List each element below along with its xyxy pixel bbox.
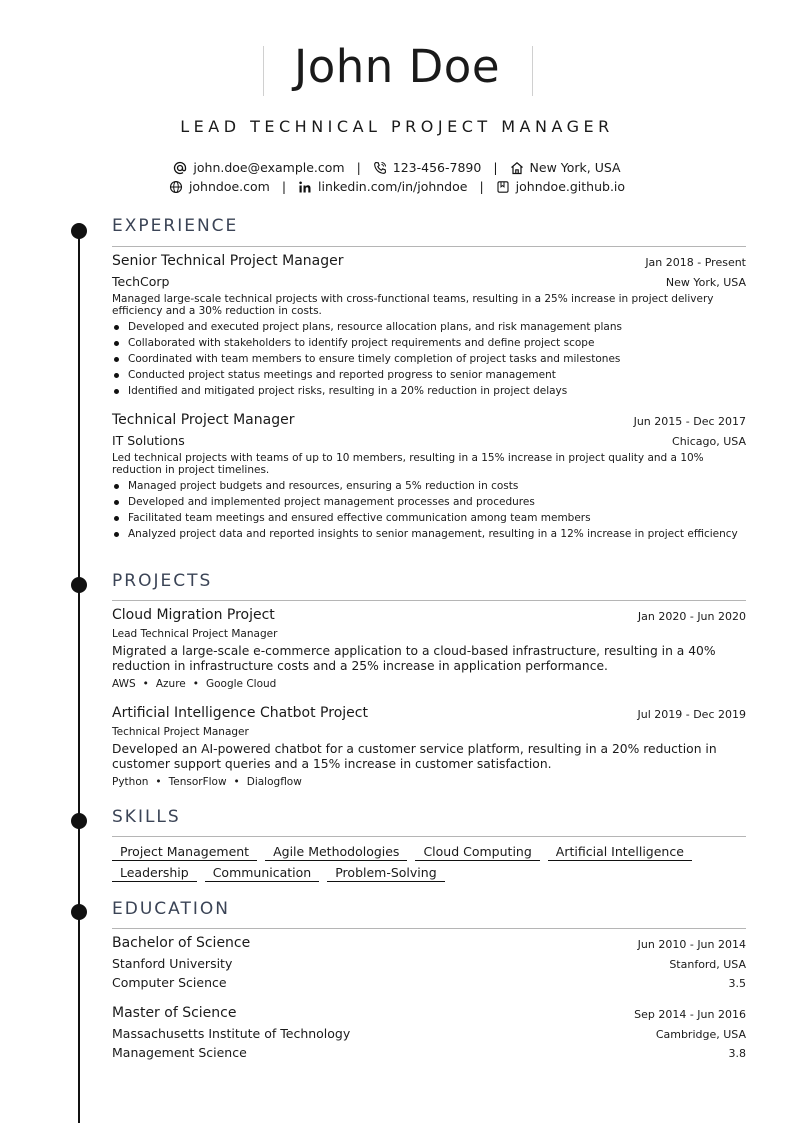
field-of-study: Computer Science	[112, 975, 227, 990]
project-title: Artificial Intelligence Chatbot Project	[112, 705, 368, 721]
separator: |	[493, 160, 498, 175]
tech-tag: Google Cloud	[205, 678, 277, 690]
school-location: Cambridge, USA	[655, 1028, 746, 1041]
section-title-experience: EXPERIENCE	[112, 216, 239, 236]
list-item: Facilitated team meetings and ensured effective communication among team members	[112, 512, 742, 524]
phone-link[interactable]: 123-456-7890	[392, 160, 482, 175]
separator: |	[281, 179, 287, 194]
section-divider	[112, 246, 746, 247]
section-title-skills: SKILLS	[112, 807, 181, 827]
at-icon	[173, 161, 187, 175]
skill-tag: Communication	[205, 865, 320, 882]
linkedin-icon	[298, 180, 312, 194]
skill-tag: Project Management	[112, 844, 257, 861]
company-name: IT Solutions	[112, 433, 185, 448]
degree-date: Sep 2014 - Jun 2016	[634, 1008, 746, 1021]
section-divider	[112, 928, 746, 929]
job-summary: Led technical projects with teams of up to 10 members, resulting in a 15% increase in project quality and a 10% reduction in project timelines.	[112, 452, 704, 476]
project-description: Developed an AI-powered chatbot for a customer service platform, resulting in a 20% reduction in customer support queries and a 15% increase in customer satisfaction.	[112, 742, 717, 771]
school-location: Stanford, USA	[669, 958, 746, 971]
project-date: Jul 2019 - Dec 2019	[637, 708, 746, 721]
tech-tag: AWS	[112, 678, 136, 690]
separator: |	[356, 160, 361, 175]
skill-tag: Leadership	[112, 865, 197, 882]
timeline-dot	[71, 904, 87, 920]
linkedin-link[interactable]: linkedin.com/in/johndoe	[318, 179, 468, 194]
company-name: TechCorp	[112, 274, 170, 289]
website-link[interactable]: johndoe.com	[188, 179, 270, 194]
list-item: Developed and implemented project management processes and procedures	[112, 496, 742, 508]
gpa: 3.8	[728, 1047, 746, 1060]
tech-tag: Azure	[155, 678, 186, 690]
candidate-name: John Doe	[293, 40, 501, 93]
tech-tag: Python	[112, 776, 149, 788]
list-item: Identified and mitigated project risks, resulting in a 20% reduction in project delays	[112, 385, 742, 397]
list-item: Coordinated with team members to ensure timely completion of project tasks and milestones	[112, 353, 742, 365]
section-divider	[112, 600, 746, 601]
job-title: Technical Project Manager	[112, 412, 295, 428]
list-item: Analyzed project data and reported insights to senior management, resulting in a 12% increase in project efficiency	[112, 528, 742, 540]
globe-icon	[169, 180, 183, 194]
job-bullets	[112, 480, 742, 544]
skill-tag: Artificial Intelligence	[548, 844, 692, 861]
job-location: Chicago, USA	[672, 435, 746, 448]
contact-row-2	[0, 178, 794, 194]
project-description: Migrated a large-scale e-commerce application to a cloud-based infrastructure, resulting in a 40% reduction in infrastructure costs and a 25% increase in application performance.	[112, 644, 716, 673]
list-item: Conducted project status meetings and reported progress to senior management	[112, 369, 742, 381]
degree-title: Master of Science	[112, 1005, 237, 1021]
list-item: Developed and executed project plans, resource allocation plans, and risk management plans	[112, 321, 742, 333]
project-date: Jan 2020 - Jun 2020	[637, 610, 746, 623]
job-date: Jan 2018 - Present	[645, 256, 746, 269]
location-text: New York, USA	[529, 160, 621, 175]
project-title: Cloud Migration Project	[112, 607, 275, 623]
project-tech: Python • TensorFlow • Dialogflow	[112, 776, 302, 788]
job-title: Senior Technical Project Manager	[112, 253, 344, 269]
job-location: New York, USA	[665, 276, 746, 289]
degree-date: Jun 2010 - Jun 2014	[637, 938, 746, 951]
project-role: Technical Project Manager	[112, 726, 249, 738]
skill-tag: Problem-Solving	[327, 865, 444, 882]
phone-icon	[373, 161, 387, 175]
project-tech: AWS • Azure • Google Cloud	[112, 678, 277, 690]
degree-title: Bachelor of Science	[112, 935, 251, 951]
field-of-study: Management Science	[112, 1045, 247, 1060]
job-summary: Managed large-scale technical projects with cross-functional teams, resulting in a 25% increase in project delivery efficiency and a 30% reduction in costs.	[112, 293, 714, 317]
timeline-dot	[71, 577, 87, 593]
tech-tag: TensorFlow	[168, 776, 227, 788]
skill-tag: Agile Methodologies	[265, 844, 407, 861]
section-title-projects: PROJECTS	[112, 571, 213, 591]
contact-row-1	[0, 159, 794, 175]
section-divider	[112, 836, 746, 837]
job-date: Jun 2015 - Dec 2017	[633, 415, 746, 428]
job-headline: LEAD TECHNICAL PROJECT MANAGER	[180, 117, 614, 136]
github-link[interactable]: johndoe.github.io	[515, 179, 626, 194]
school-name: Massachusetts Institute of Technology	[112, 1026, 351, 1041]
project-role: Lead Technical Project Manager	[112, 628, 278, 640]
github-icon	[496, 180, 510, 194]
tech-tag: Dialogflow	[246, 776, 302, 788]
section-title-education: EDUCATION	[112, 899, 230, 919]
list-item: Managed project budgets and resources, ensuring a 5% reduction in costs	[112, 480, 742, 492]
separator: |	[479, 179, 484, 194]
school-name: Stanford University	[112, 956, 233, 971]
timeline-dot	[71, 223, 87, 239]
job-bullets	[112, 321, 742, 401]
skill-tag: Cloud Computing	[415, 844, 539, 861]
skills-list	[112, 844, 752, 882]
home-icon	[510, 161, 524, 175]
timeline-line	[78, 228, 80, 1123]
email-link[interactable]: john.doe@example.com	[193, 160, 345, 175]
list-item: Collaborated with stakeholders to identify project requirements and define project scope	[112, 337, 742, 349]
gpa: 3.5	[728, 977, 746, 990]
timeline-dot	[71, 813, 87, 829]
